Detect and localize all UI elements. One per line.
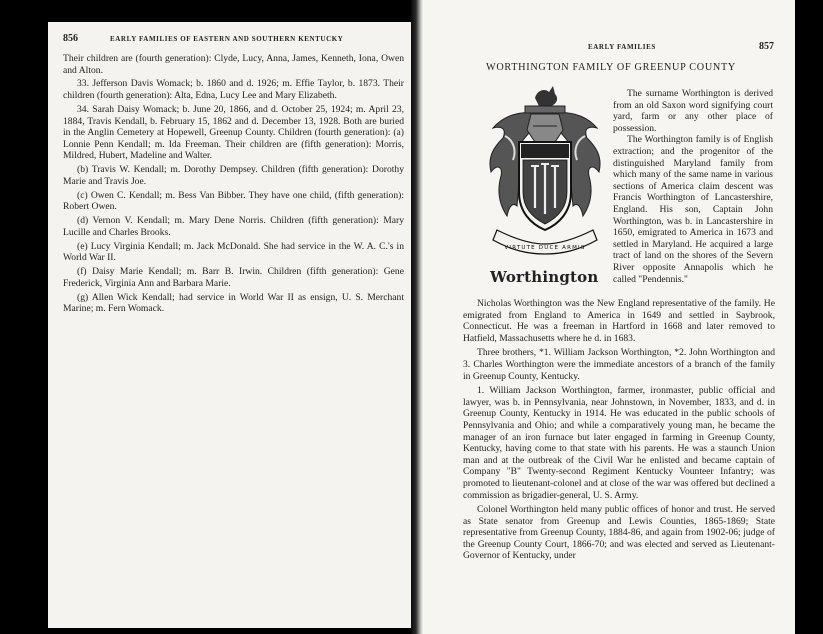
left-paragraph: (b) Travis W. Kendall; m. Dorothy Dempsey. Children (fifth generation): Dorothy Marie and Travis Joe. (63, 164, 404, 187)
right-paragraph: Three brothers, *1. William Jackson Worthington, *2. John Worthington and 3. Charles Worthington were the immediate ancestors of a branch of the family in Greenup County, Kentucky. (463, 347, 775, 382)
right-paragraph: 1. William Jackson Worthington, farmer, ironmaster, public official and lawyer, was b. in Pennsylvania, near Johnstown, in November, 1833, and d. in Greenup County, Kentucky in 1914. He was educated in the public schools of Pennsylvania and Ohio; and while a comparatively young man, he became the manager of an iron furnace but later engaged in farming in Greenup County, Kentucky, having come to that state with his parents. He was a staunch Union man and at the outbreak of the Civil War he enlisted and became captain of Company "B" Twenty-second Regiment Kentucky Vounteer Infantry; was promoted to lieutenant-colonel and at close of the war was offered but declined a commission as brigadier-general, U. S. Army. (463, 385, 775, 501)
right-paragraph: Nicholas Worthington was the New England representative of the family. He emigrated from England to America in 1649 and settled in Saybrook, Connecticut. He was a freeman in Hartford in 1668 and later removed to Hatfield, Massachusetts where he d. in 1683. (463, 298, 775, 344)
chapter-title: WORTHINGTON FAMILY OF GREENUP COUNTY (486, 62, 736, 73)
full-width-text (463, 298, 775, 565)
left-paragraph: 33. Jefferson Davis Womack; b. 1860 and d. 1926; m. Effie Taylor, b. 1873. Their children (fourth generation): Alta, Edna, Lucy Lee and Mary Elizabeth. (63, 78, 404, 102)
crest-family-name: Worthington (490, 268, 599, 286)
left-paragraph: (e) Lucy Virginia Kendall; m. Jack McDonald. She had service in the W. A. C.'s in World War II. (63, 240, 404, 264)
right-page (423, 0, 795, 634)
right-paragraph: The Worthington family is of English extraction; and the progenitor of the distinguished Maryland family from which many of the same name in various sections of America claim descent was Francis Worthington of Lancastershire, England. His son, Captain John Worthington, was b. in Lancastershire in 1650, emigrated to America in 1673 and settled in Maryland. He acquired a large tract of land on the shores of the Severn River opposite Annapolis which he called "Pendennis." (613, 134, 773, 285)
left-page (48, 22, 411, 628)
wrapped-text-column (613, 88, 773, 285)
right-paragraph: Colonel Worthington held many public offices of honor and trust. He served as State senator from Greenup and Lewis Counties, 1865-1869; State representative from Greenup County, 1884-86, and again from 1902-06; judge of the Greenup County Court, 1866-70; and was elected and served as Lieutenant-Governor of Kentucky, under (463, 504, 775, 562)
coat-of-arms-icon (483, 80, 607, 270)
left-paragraph: (f) Daisy Marie Kendall; m. Barr B. Irwin. Children (fifth generation): Gene Frederick, Virginia Ann and Barbara Marie. (63, 266, 404, 289)
crest-motto: VIRTUTE DUCE ARMIS (504, 245, 586, 251)
left-paragraph: (g) Allen Wick Kendall; had service in World War II as ensign, U. S. Merchant Marine; m. Fern Womack. (63, 291, 404, 315)
left-text-column (63, 53, 404, 317)
left-paragraph: (d) Vernon V. Kendall; m. Mary Dene Norris. Children (fifth generation): Mary Lucille and Charles Brooks. (63, 215, 404, 238)
left-paragraph: Their children are (fourth generation): Clyde, Lucy, Anna, James, Kenneth, Iona, Owen and Alton. (63, 53, 404, 76)
right-paragraph: The surname Worthington is derived from an old Saxon word signifying court yard, farm or any other place of possession. (613, 88, 773, 134)
left-paragraph: (c) Owen C. Kendall; m. Bess Van Bibber. They have one child, (fifth generation): Robert Owen. (63, 189, 404, 213)
running-head-right: EARLY FAMILIES (588, 43, 656, 51)
left-paragraph: 34. Sarah Daisy Womack; b. June 20, 1866, and d. October 25, 1924; m. April 23, 1884, Travis Kendall, b. February 15, 1862 and d. December 13, 1928. Both are buried in the Anglin Cemetery at Hopewell, Greenup County. Children (fourth generation): (a) Lonnie Penn Kendall; m. Ida Freeman. Their children are (fifth generation): Morris, Mildred, Hubert, Madeline and Walter. (63, 103, 404, 162)
page-number-left: 856 (63, 33, 78, 44)
book-gutter (411, 0, 423, 634)
running-head-left: EARLY FAMILIES OF EASTERN AND SOUTHERN KENTUCKY (110, 35, 344, 43)
page-number-right: 857 (759, 41, 774, 52)
